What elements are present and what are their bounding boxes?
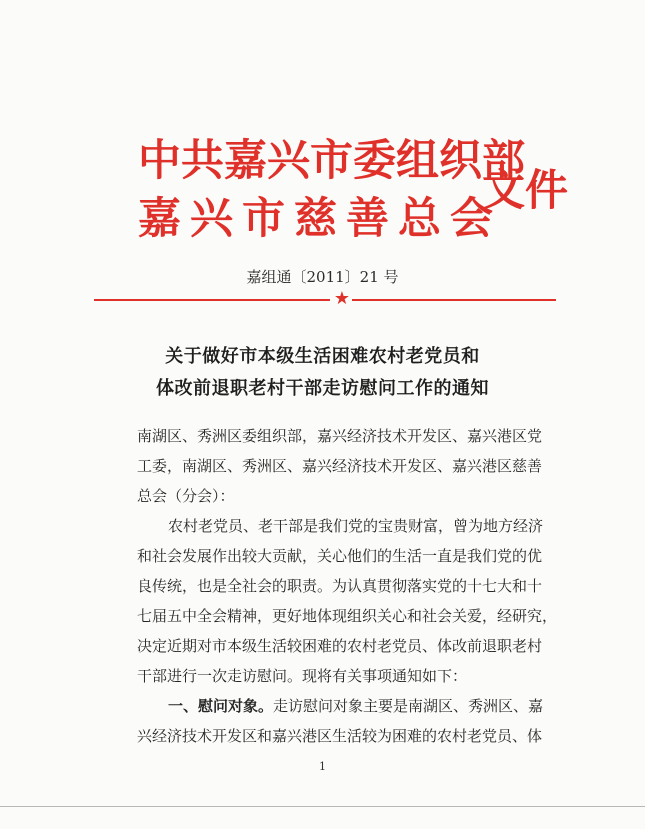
paragraph-line: 干部进行一次走访慰问。现将有关事项通知如下： <box>137 667 468 685</box>
addressee-line: 总会（分会）： <box>137 487 235 505</box>
page-number: 1 <box>319 760 326 773</box>
red-divider-left <box>94 299 330 301</box>
paragraph-line: 七届五中全会精神，更好地体现组织关心和社会关爱，经研究， <box>137 607 558 625</box>
section-1-text: 走访慰问对象主要是南湖区、秀洲区、嘉 <box>273 697 544 715</box>
scan-edge-line <box>0 806 645 807</box>
masthead-org-line-2: 嘉兴市慈善总会 <box>138 194 502 244</box>
red-divider-right <box>352 299 556 301</box>
paragraph-line: 和社会发展作出较大贡献，关心他们的生活一直是我们党的优 <box>137 547 543 565</box>
addressee-line: 工委，南湖区、秀洲区、嘉兴经济技术开发区、嘉兴港区慈善 <box>137 457 543 475</box>
notice-title-line-1: 关于做好市本级生活困难农村老党员和 <box>165 346 480 367</box>
section-1-line <box>137 691 577 721</box>
section-1-line-2: 兴经济技术开发区和嘉兴港区生活较为困难的农村老党员、体 <box>137 727 543 745</box>
paragraph-line: 良传统，也是全社会的职责。为认真贯彻落实党的十七大和十 <box>137 577 543 595</box>
paragraph-line: 农村老党员、老干部是我们党的宝贵财富，曾为地方经济 <box>168 517 544 535</box>
notice-body <box>137 421 577 751</box>
section-1-heading: 一、慰问对象。 <box>168 697 274 715</box>
document-number: 嘉组通〔2011〕21 号 <box>246 268 399 286</box>
paragraph-line: 决定近期对市本级生活较困难的农村老党员、体改前退职老村 <box>137 637 543 655</box>
masthead-org-line-1: 中共嘉兴市委组织部 <box>138 136 525 186</box>
masthead-document-word: 文件 <box>482 166 568 216</box>
addressee-line: 南湖区、秀洲区委组织部，嘉兴经济技术开发区、嘉兴港区党 <box>137 427 543 445</box>
red-star-icon: ★ <box>333 288 351 309</box>
notice-title-line-2: 体改前退职老村干部走访慰问工作的通知 <box>156 378 489 399</box>
